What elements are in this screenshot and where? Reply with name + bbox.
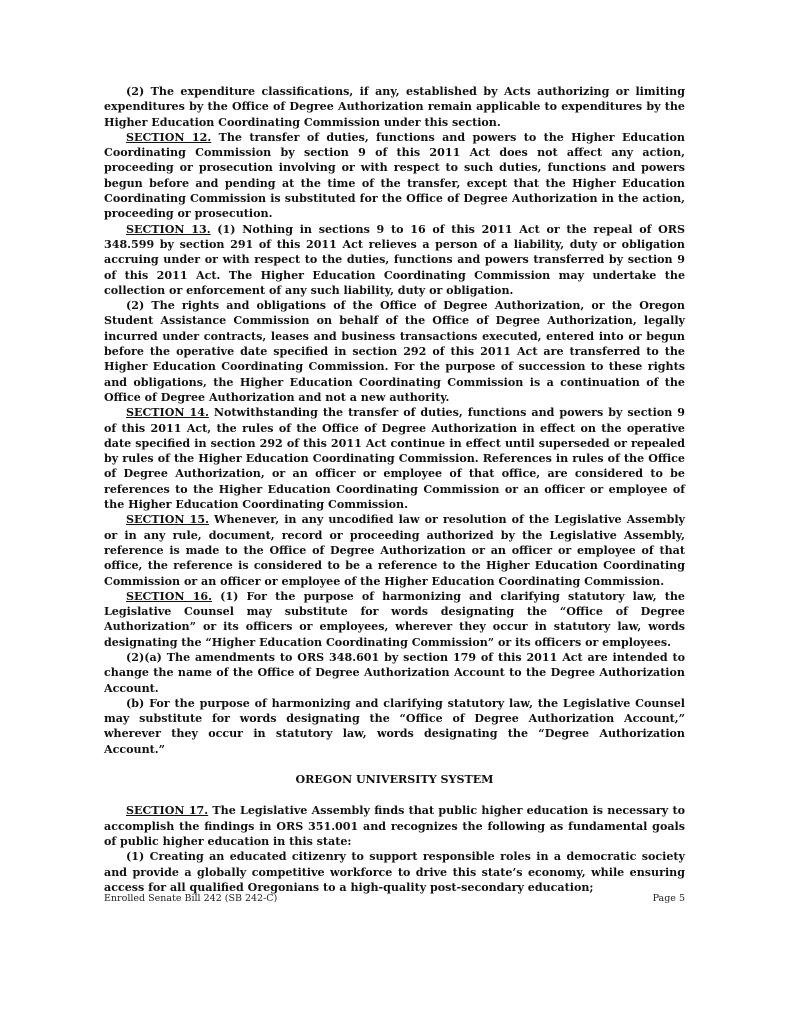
section-heading-oregon-university-system: OREGON UNIVERSITY SYSTEM: [295, 773, 494, 787]
paragraph-section-14: SECTION 14. Notwithstanding the transfer of duties, functions and powers by section 9 of this 2011 Act, the rules of the Office of Degree Authorization in effect on the operative date specified in section 292 of this 2011 Act continue in effect until superseded or repealed by rules of the Higher Education Coordinating Commission. References in rules of the Office of Degree Authorization, or an officer or employee of that office, are considered to be references to the Higher Education Coordinating Commission or an officer or employee of the Higher Education Coordinating Commission.: [104, 406, 685, 512]
paragraph-section-12: SECTION 12. The transfer of duties, functions and powers to the Higher Education Coordinating Commission by section 9 of this 2011 Act does not affect any action, proceeding or prosecution involving or with respect to such duties, functions and powers begun before and pending at the time of the transfer, except that the Higher Education Coordinating Commission is substituted for the Office of Degree Authorization in the action, proceeding or prosecution.: [104, 130, 685, 221]
section-17-label: SECTION 17.: [126, 804, 209, 818]
page-number: Page 5: [652, 893, 685, 904]
paragraph-section-16-2b: (b) For the purpose of harmonizing and clarifying statutory law, the Legislative Counsel may substitute for words designating the “Office of Degree Authorization Account,” wherever they occur in statutory law, words designating the “Degree Authorization Account.”: [104, 696, 685, 756]
paragraph-section-17-1: (1) Creating an educated citizenry to support responsible roles in a democratic society and provide a globally competitive workforce to drive this state’s economy, while ensuring access for all qualified Oregonians to a high-quality post-secondary education;: [104, 850, 685, 894]
bill-identifier: Enrolled Senate Bill 242 (SB 242-C): [104, 893, 278, 904]
section-12-label: SECTION 12.: [126, 130, 212, 144]
page-footer: [104, 893, 685, 904]
paragraph-expenditure-classifications: (2) The expenditure classifications, if any, established by Acts authorizing or limiting expenditures by the Office of Degree Authorization remain applicable to expenditures by the Higher Education Coordinating Commission under this section.: [104, 85, 685, 129]
section-16-label: SECTION 16.: [126, 589, 212, 603]
document-body: [104, 84, 685, 895]
section-14-label: SECTION 14.: [126, 406, 209, 420]
section-15-label: SECTION 15.: [126, 513, 209, 527]
paragraph-section-15: SECTION 15. Whenever, in any uncodified law or resolution of the Legislative Assembly or in any rule, document, record or proceeding authorized by the Legislative Assembly, reference is made to the Office of Degree Authorization or an officer or employee of that office, the reference is considered to be a reference to the Higher Education Coordinating Commission or an officer or employee of the Higher Education Coordinating Commission.: [104, 513, 685, 588]
paragraph-section-16-2a: (2)(a) The amendments to ORS 348.601 by section 179 of this 2011 Act are intended to change the name of the Office of Degree Authorization Account to the Degree Authorization Account.: [104, 650, 685, 695]
section-13-label: SECTION 13.: [126, 222, 211, 236]
paragraph-section-16: SECTION 16. (1) For the purpose of harmonizing and clarifying statutory law, the Legislative Counsel may substitute for words designating the “Office of Degree Authorization” or its officers or employees, wherever they occur in statutory law, words designating the “Higher Education Coordinating Commission” or its officers or employees.: [104, 589, 685, 649]
paragraph-section-17: SECTION 17. The Legislative Assembly finds that public higher education is necessary to accomplish the findings in ORS 351.001 and recognizes the following as fundamental goals of public higher education in this state:: [104, 804, 686, 848]
paragraph-section-13-2: (2) The rights and obligations of the Office of Degree Authorization, or the Oregon Student Assistance Commission on behalf of the Office of Degree Authorization, legally incurred under contracts, leases and business transactions executed, entered into or begun before the operative date specified in section 292 of this 2011 Act are transferred to the Higher Education Coordinating Commission. For the purpose of succession to these rights and obligations, the Higher Education Coordinating Commission is a continuation of the Office of Degree Authorization and not a new authority.: [104, 299, 685, 404]
paragraph-section-13: SECTION 13. (1) Nothing in sections 9 to 16 of this 2011 Act or the repeal of ORS 348.599 by section 291 of this 2011 Act relieves a person of a liability, duty or obligation accruing under or with respect to the duties, functions and powers transferred by section 9 of this 2011 Act. The Higher Education Coordinating Commission may undertake the collection or enforcement of any such liability, duty or obligation.: [104, 222, 685, 297]
